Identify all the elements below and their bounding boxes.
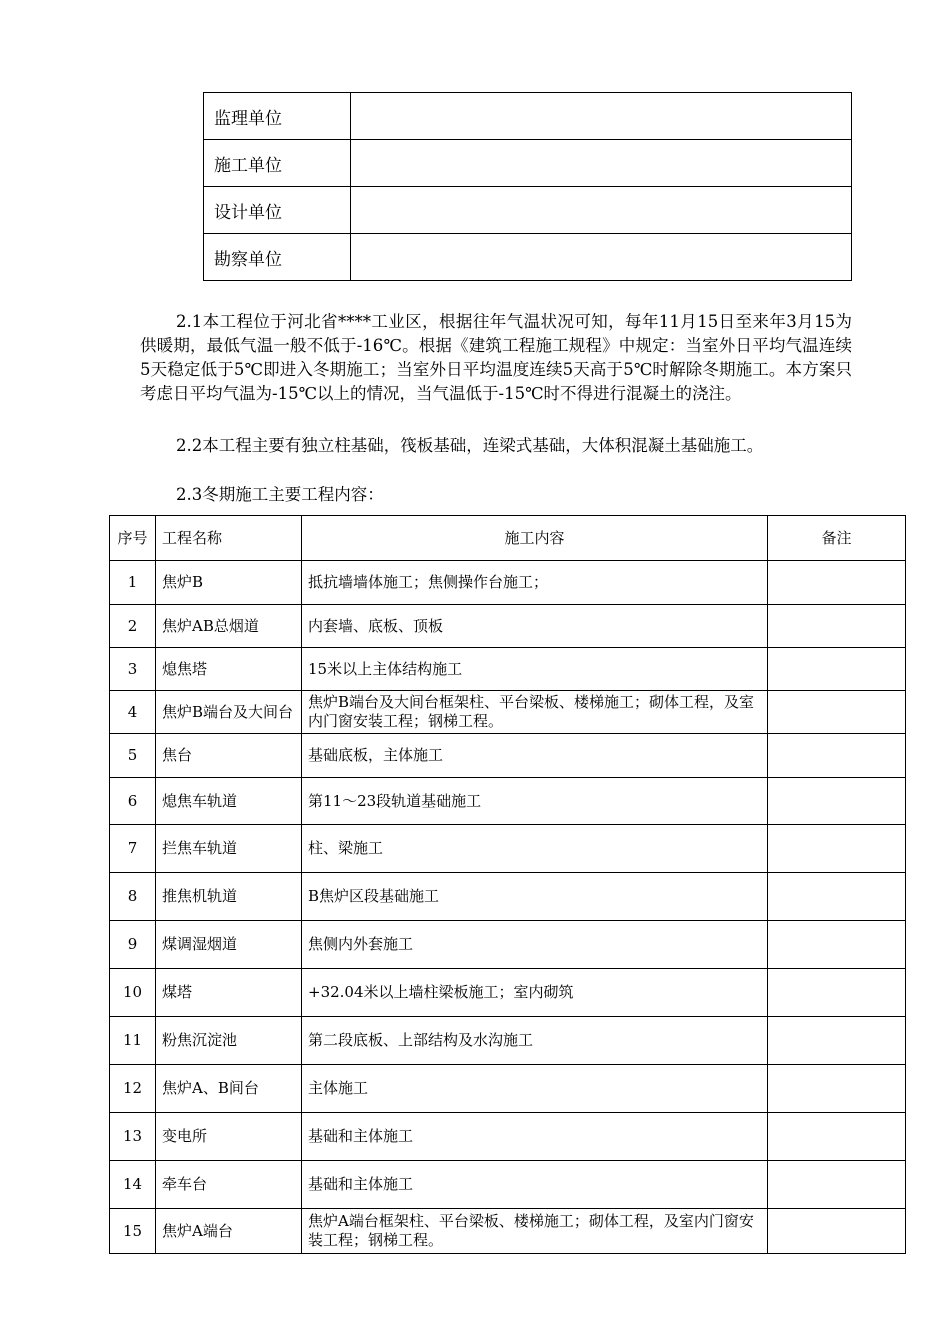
row-remark	[768, 825, 906, 873]
row-content: 第11～23段轨道基础施工	[302, 778, 768, 825]
row-content: 主体施工	[302, 1065, 768, 1113]
row-no: 5	[110, 734, 156, 778]
row-remark	[768, 969, 906, 1017]
row-content: 基础底板，主体施工	[302, 734, 768, 778]
row-no: 2	[110, 605, 156, 648]
paragraph-2-3	[140, 483, 852, 507]
header-no: 序号	[110, 516, 156, 561]
units-row-survey	[204, 234, 852, 281]
row-name: 牵车台	[156, 1161, 302, 1209]
row-name: 焦炉A端台	[156, 1209, 302, 1254]
row-no: 8	[110, 873, 156, 921]
header-remark: 备注	[768, 516, 906, 561]
paragraph-text: 2.1本工程位于河北省****工业区，根据往年气温状况可知，每年11月15日至来年3月15为供暖期，最低气温一般不低于-16℃。根据《建筑工程施工规程》中规定：当室外日平均气温连续5天稳定低于5℃即进入冬期施工；当室外日平均温度连续5天高于5℃时解除冬期施工。本方案只考虑日平均气温为-15℃以上的情况，当气温低于-15℃时不得进行混凝土的浇注。	[140, 312, 852, 403]
row-no: 10	[110, 969, 156, 1017]
table-header-row	[110, 516, 906, 561]
row-remark	[768, 561, 906, 605]
row-name: 焦炉B	[156, 561, 302, 605]
row-remark	[768, 1113, 906, 1161]
table-row	[110, 969, 906, 1017]
unit-value	[351, 234, 852, 281]
table-row	[110, 1017, 906, 1065]
table-row	[110, 921, 906, 969]
row-name: 粉焦沉淀池	[156, 1017, 302, 1065]
row-remark	[768, 691, 906, 734]
table-row	[110, 1161, 906, 1209]
header-name: 工程名称	[156, 516, 302, 561]
row-name: 熄焦塔	[156, 648, 302, 691]
table-row	[110, 778, 906, 825]
unit-label: 设计单位	[204, 187, 351, 234]
unit-value	[351, 93, 852, 140]
row-name: 焦炉A、B间台	[156, 1065, 302, 1113]
row-no: 11	[110, 1017, 156, 1065]
row-no: 7	[110, 825, 156, 873]
row-content: 焦炉A端台框架柱、平台梁板、楼梯施工；砌体工程，及室内门窗安装工程；钢梯工程。	[302, 1209, 768, 1254]
row-no: 15	[110, 1209, 156, 1254]
row-no: 3	[110, 648, 156, 691]
row-name: 焦炉AB总烟道	[156, 605, 302, 648]
row-content: 焦侧内外套施工	[302, 921, 768, 969]
row-remark	[768, 1161, 906, 1209]
row-no: 14	[110, 1161, 156, 1209]
table-row	[110, 1065, 906, 1113]
row-content: B焦炉区段基础施工	[302, 873, 768, 921]
table-row	[110, 825, 906, 873]
paragraph-text: 2.3冬期施工主要工程内容：	[176, 485, 384, 504]
unit-value	[351, 140, 852, 187]
units-row-construction	[204, 140, 852, 187]
unit-label: 监理单位	[204, 93, 351, 140]
unit-label: 施工单位	[204, 140, 351, 187]
row-remark	[768, 1209, 906, 1254]
row-content: 柱、梁施工	[302, 825, 768, 873]
row-content: 基础和主体施工	[302, 1113, 768, 1161]
row-content: +32.04米以上墙柱梁板施工；室内砌筑	[302, 969, 768, 1017]
table-row	[110, 734, 906, 778]
table-row	[110, 561, 906, 605]
row-remark	[768, 873, 906, 921]
row-remark	[768, 778, 906, 825]
row-content: 第二段底板、上部结构及水沟施工	[302, 1017, 768, 1065]
row-content: 15米以上主体结构施工	[302, 648, 768, 691]
row-no: 6	[110, 778, 156, 825]
row-content: 基础和主体施工	[302, 1161, 768, 1209]
row-remark	[768, 921, 906, 969]
work-content-table	[109, 515, 906, 1254]
paragraph-text: 2.2本工程主要有独立柱基础，筏板基础，连梁式基础，大体积混凝土基础施工。	[176, 436, 764, 455]
row-no: 13	[110, 1113, 156, 1161]
units-row-supervision	[204, 93, 852, 140]
table-row	[110, 648, 906, 691]
row-content: 内套墙、底板、顶板	[302, 605, 768, 648]
row-remark	[768, 605, 906, 648]
row-name: 煤调湿烟道	[156, 921, 302, 969]
row-name: 煤塔	[156, 969, 302, 1017]
row-name: 推焦机轨道	[156, 873, 302, 921]
table-row	[110, 605, 906, 648]
row-no: 9	[110, 921, 156, 969]
table-row	[110, 1209, 906, 1254]
row-name: 拦焦车轨道	[156, 825, 302, 873]
row-content: 焦炉B端台及大间台框架柱、平台梁板、楼梯施工；砌体工程，及室内门窗安装工程；钢梯工程。	[302, 691, 768, 734]
unit-value	[351, 187, 852, 234]
paragraph-2-1	[140, 310, 852, 406]
table-row	[110, 1113, 906, 1161]
row-name: 变电所	[156, 1113, 302, 1161]
units-row-design	[204, 187, 852, 234]
paragraph-2-2	[140, 434, 852, 458]
row-name: 焦台	[156, 734, 302, 778]
row-remark	[768, 1065, 906, 1113]
units-table	[203, 92, 852, 281]
row-name: 焦炉B端台及大间台	[156, 691, 302, 734]
row-remark	[768, 734, 906, 778]
row-remark	[768, 648, 906, 691]
row-content: 抵抗墙墙体施工；焦侧操作台施工；	[302, 561, 768, 605]
row-no: 12	[110, 1065, 156, 1113]
row-name: 熄焦车轨道	[156, 778, 302, 825]
table-row	[110, 691, 906, 734]
header-content: 施工内容	[302, 516, 768, 561]
table-row	[110, 873, 906, 921]
row-no: 4	[110, 691, 156, 734]
unit-label: 勘察单位	[204, 234, 351, 281]
row-remark	[768, 1017, 906, 1065]
row-no: 1	[110, 561, 156, 605]
